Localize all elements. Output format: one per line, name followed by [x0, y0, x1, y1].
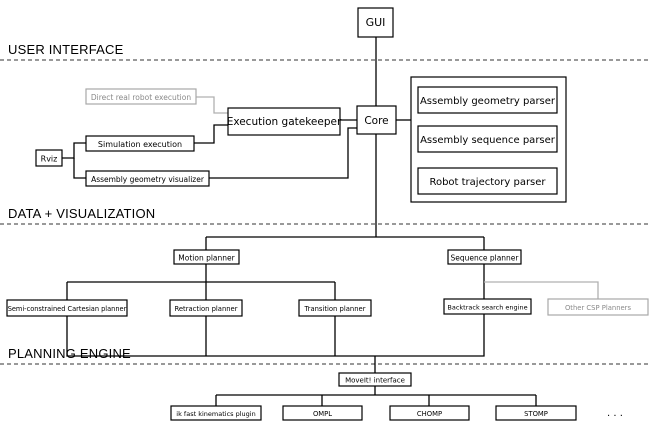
node-direct-real-robot-execution-label: Direct real robot execution — [90, 93, 192, 102]
section-data-visualization: DATA + VISUALIZATION — [8, 206, 156, 221]
edge-sequence-other — [484, 282, 598, 299]
node-ompl — [283, 406, 362, 420]
node-gui-label: GUI — [365, 16, 386, 29]
node-semi-constrained-cartesian-planner — [7, 300, 127, 316]
node-ik-fast-kinematics-plugin-label: ik fast kinematics plugin — [176, 410, 256, 418]
edge-direct-gatekeeper — [196, 97, 228, 113]
node-moveit-interface — [339, 373, 411, 386]
node-robot-trajectory-parser-label: Robot trajectory parser — [429, 177, 546, 188]
node-execution-gatekeeper — [227, 108, 342, 135]
node-stomp — [496, 406, 576, 420]
node-execution-gatekeeper-label: Execution gatekeeper — [226, 116, 342, 128]
node-sequence-planner — [448, 250, 521, 264]
node-sequence-planner-label: Sequence planner — [450, 253, 519, 263]
node-motion-planner — [174, 250, 239, 264]
node-moveit-interface-label: MoveIt! interface — [345, 376, 405, 385]
node-backtrack-search-engine-label: Backtrack search engine — [447, 303, 528, 312]
section-planning-engine: PLANNING ENGINE — [8, 346, 131, 361]
edge-rviz-visualizer — [74, 158, 86, 178]
node-gui — [358, 8, 393, 37]
node-ompl-label: OMPL — [312, 410, 333, 418]
node-rviz — [36, 150, 62, 166]
node-core — [357, 106, 396, 134]
node-assembly-sequence-parser-label: Assembly sequence parser — [420, 135, 555, 146]
node-simulation-execution — [86, 136, 194, 151]
ellipsis-more: . . . — [607, 408, 623, 419]
edge-backtrack-moveit — [375, 314, 484, 356]
parser-group — [411, 77, 566, 202]
node-other-csp-planners — [548, 299, 648, 315]
node-simulation-execution-label: Simulation execution — [97, 140, 183, 149]
node-other-csp-planners-label: Other CSP Planners — [564, 304, 632, 312]
node-core-label: Core — [364, 115, 389, 127]
node-transition-planner — [299, 300, 371, 316]
node-transition-planner-label: Transition planner — [304, 305, 366, 313]
node-motion-planner-label: Motion planner — [178, 253, 235, 263]
node-ik-fast-kinematics-plugin — [171, 406, 261, 420]
node-direct-real-robot-execution — [86, 89, 196, 104]
node-assembly-geometry-parser-label: Assembly geometry parser — [419, 96, 556, 107]
section-user-interface: USER INTERFACE — [8, 42, 124, 57]
node-chomp-label: CHOMP — [416, 410, 443, 418]
node-backtrack-search-engine — [444, 299, 531, 314]
node-stomp-label: STOMP — [524, 410, 548, 418]
node-retraction-planner — [170, 300, 242, 316]
node-assembly-geometry-visualizer-label: Assembly geometry visualizer — [91, 175, 204, 184]
node-rviz-label: Rviz — [40, 154, 58, 164]
node-semi-constrained-cartesian-planner-label: Semi-constrained Cartesian planner — [7, 305, 127, 313]
node-retraction-planner-label: Retraction planner — [174, 305, 238, 313]
edge-simulation-gatekeeper — [194, 125, 228, 143]
node-assembly-geometry-visualizer — [86, 171, 209, 186]
node-chomp — [390, 406, 469, 420]
edge-rviz-simulation — [62, 143, 86, 158]
